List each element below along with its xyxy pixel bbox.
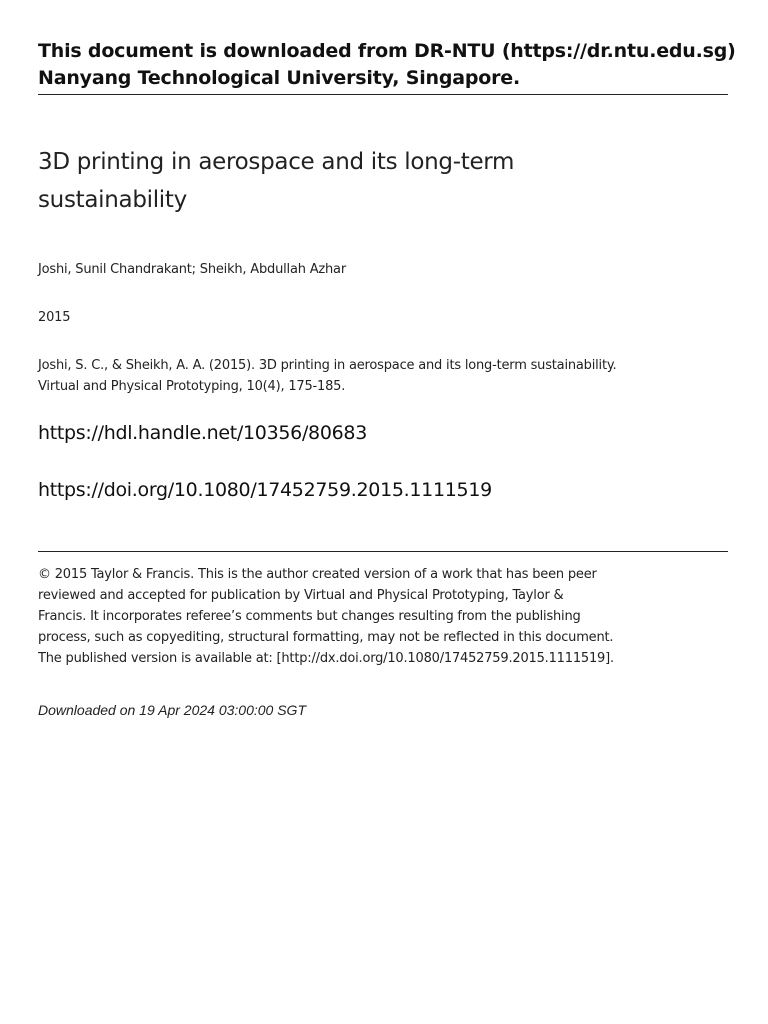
copyright-line: process, such as copyediting, structural formatting, may not be reflected in this document. <box>38 630 614 645</box>
copyright-line: Francis. It incorporates referee’s comments but changes resulting from the publishing <box>38 609 581 624</box>
divider <box>38 551 728 552</box>
repository-header <box>38 38 736 95</box>
copyright-notice <box>38 564 678 669</box>
download-timestamp: Downloaded on 19 Apr 2024 03:00:00 SGT <box>38 702 307 718</box>
publication-year: 2015 <box>38 310 71 325</box>
citation-line-2: Virtual and Physical Prototyping, 10(4), 175-185. <box>38 379 346 394</box>
copyright-line: The published version is available at: [http://dx.doi.org/10.1080/17452759.2015.1111519]. <box>38 651 614 666</box>
citation <box>38 355 698 397</box>
title-line-1: 3D printing in aerospace and its long-term <box>38 149 515 175</box>
document-title <box>38 143 678 219</box>
authors: Joshi, Sunil Chandrakant; Sheikh, Abdullah Azhar <box>38 262 346 277</box>
doi-link[interactable]: https://doi.org/10.1080/17452759.2015.1111519 <box>38 479 492 501</box>
title-line-2: sustainability <box>38 187 187 213</box>
handle-link[interactable]: https://hdl.handle.net/10356/80683 <box>38 422 367 444</box>
header-line-2: Nanyang Technological University, Singapore. <box>38 67 521 89</box>
copyright-line: © 2015 Taylor & Francis. This is the author created version of a work that has been peer <box>38 567 597 582</box>
copyright-line: reviewed and accepted for publication by Virtual and Physical Prototyping, Taylor & <box>38 588 564 603</box>
header-line-1: This document is downloaded from DR-NTU (https://dr.ntu.edu.sg) <box>38 40 736 62</box>
citation-line-1: Joshi, S. C., & Sheikh, A. A. (2015). 3D printing in aerospace and its long-term sustainability. <box>38 358 617 373</box>
